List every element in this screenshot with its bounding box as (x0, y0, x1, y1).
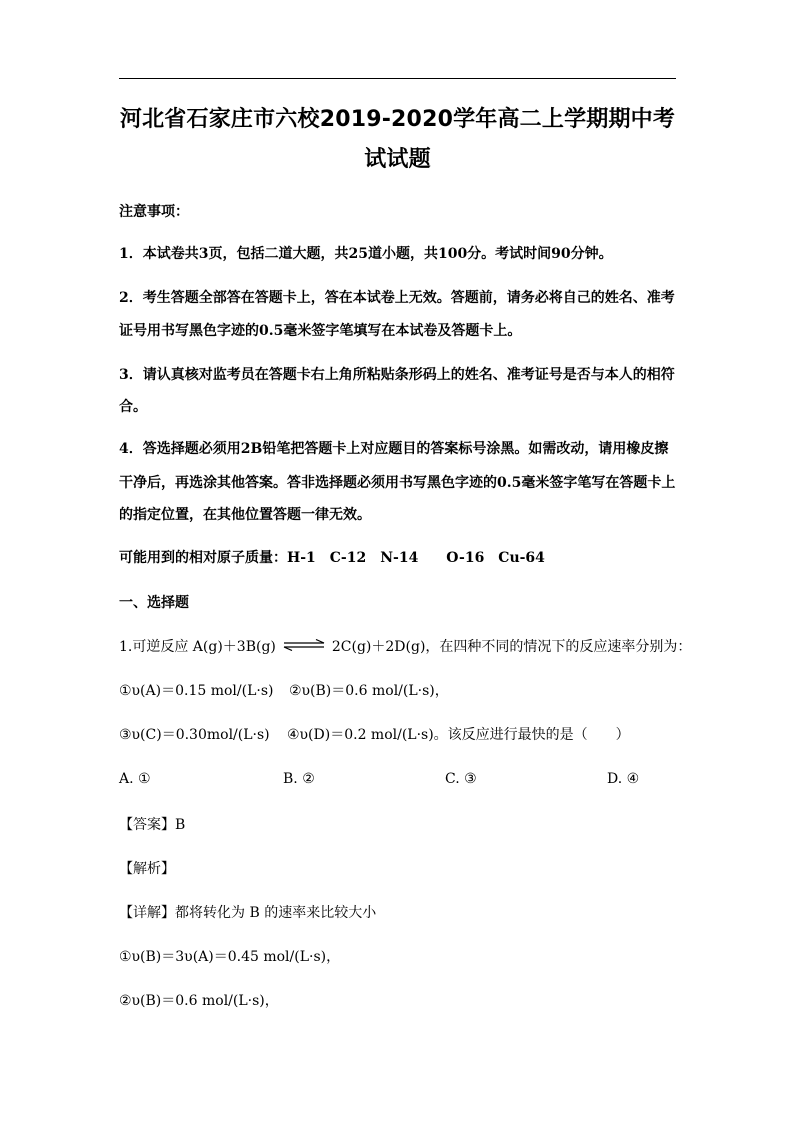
notice-3-line-1: 3．请认真核对监考员在答题卡右上角所粘贴条形码上的姓名、准考证号是否与本人的相符 (119, 367, 675, 383)
answer-line: 【答案】B (119, 817, 186, 833)
stem-reactants: 1.可逆反应 A(g)＋3B(g) (119, 639, 276, 655)
calculation-1: ①υ(B)＝3υ(A)＝0.45 mol/(L·s)， (119, 949, 341, 965)
header-rule (119, 78, 676, 79)
option-b[interactable]: B. ② (283, 771, 315, 787)
option-c[interactable]: C. ③ (445, 771, 477, 787)
section-heading: 一、选择题 (119, 595, 189, 611)
question-1-stem (119, 638, 692, 656)
question-1-conditions-row-1 (119, 682, 679, 700)
page-title: 河北省石家庄市六校2019-2020学年高二上学期期中考试试题 (119, 107, 676, 172)
notice-1-line-1: 1．本试卷共3页，包括二道大题，共25道小题，共100分。考试时间90分钟。 (119, 246, 613, 262)
calculation-2: ②υ(B)＝0.6 mol/(L·s)， (119, 993, 279, 1009)
atomic-masses: 可能用到的相对原子质量：H-1 C-12 N-14 O-16 Cu-64 (119, 550, 545, 566)
stem-products: 2C(g)＋2D(g)，在四种不同的情况下的反应速率分别为： (331, 639, 692, 655)
condition-4: ④υ(D)＝0.2 mol/(L·s)。该反应进行最快的是（ ） (287, 727, 630, 743)
analysis-heading: 【解析】 (119, 861, 175, 877)
detail-line: 【详解】都将转化为 B 的速率来比较大小 (119, 905, 377, 921)
option-d[interactable]: D. ④ (607, 771, 640, 787)
condition-1: ①υ(A)＝0.15 mol/(L·s) (119, 683, 274, 699)
condition-2: ②υ(B)＝0.6 mol/(L·s)， (289, 683, 449, 699)
question-1-conditions-row-2 (119, 726, 679, 744)
notice-2-line-1: 2．考生答题全部答在答题卡上，答在本试卷上无效。答题前，请务必将自己的姓名、准考 (119, 290, 675, 306)
notice-4-line-1: 4．答选择题必须用2B铅笔把答题卡上对应题目的答案标号涂黑。如需改动，请用橡皮擦 (119, 441, 669, 457)
notice-3-line-2: 合。 (119, 399, 147, 415)
notice-4-line-2: 干净后，再选涂其他答案。答非选择题必须用书写黑色字迹的0.5毫米签字笔写在答题卡上 (119, 475, 676, 491)
condition-3: ③υ(C)＝0.30mol/(L·s) (119, 727, 270, 743)
equilibrium-arrow-icon (282, 638, 326, 656)
notice-2-line-2: 证号用书写黑色字迹的0.5毫米签字笔填写在本试卷及答题卡上。 (119, 323, 522, 339)
notice-4-line-3: 的指定位置，在其他位置答题一律无效。 (119, 507, 371, 523)
notice-heading: 注意事项： (119, 204, 189, 220)
option-a[interactable]: A. ① (119, 771, 151, 787)
